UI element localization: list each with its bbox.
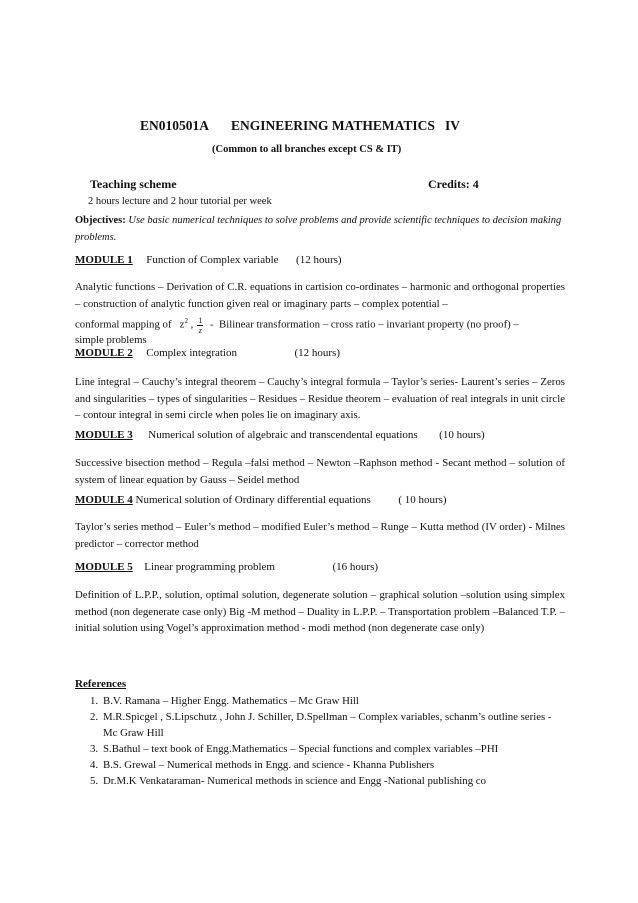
reference-number: 3. bbox=[90, 743, 99, 755]
teaching-scheme-label: Teaching scheme bbox=[90, 177, 177, 191]
module-1-text-a: Analytic functions – Derivation of C.R. equations in cartision co-ordinates – harmonic and orthogonal properties – construction of analytic function given real or imaginary parts – complex potential – bbox=[75, 281, 565, 310]
module-1-text-b1: conformal mapping of z bbox=[75, 318, 185, 331]
module-1-text-b bbox=[75, 312, 565, 335]
module-1-header bbox=[75, 254, 342, 266]
course-code: EN010501A bbox=[140, 118, 210, 133]
reference-item bbox=[75, 709, 565, 741]
module-2-name: Complex integration bbox=[146, 347, 237, 359]
teaching-hours: 2 hours lecture and 2 hour tutorial per week bbox=[88, 196, 272, 207]
references-heading: References bbox=[75, 678, 127, 690]
module-2-text: Line integral – Cauchy’s integral theorem – Cauchy’s integral formula – Taylor’s series- Laurent’s series – Zeros and singularities – types of singularities – Residues – Residue theorem – evaluation of real integrals in unit circle – contour integral in semi circle when poles lie on imaginary axis. bbox=[75, 376, 565, 421]
reference-number: 4. bbox=[90, 759, 99, 771]
module-2-hours: (12 hours) bbox=[294, 347, 341, 359]
module-3-text: Successive bisection method – Regula –falsi method – Newton –Raphson method - Secant method – solution of system of linear equation by Gauss – Seidel method bbox=[75, 457, 565, 486]
module-2-header bbox=[75, 347, 340, 359]
reference-item bbox=[75, 757, 565, 773]
reference-text: B.S. Grewal – Numerical methods in Engg. and science - Khanna Publishers bbox=[103, 759, 435, 771]
module-1-text-b2: - Bilinear transformation – cross ratio – invariant property (no proof) – bbox=[207, 318, 519, 331]
credits-label: Credits: 4 bbox=[428, 177, 479, 191]
reference-text: S.Bathul – text book of Engg.Mathematics – Special functions and complex variables –PHI bbox=[103, 743, 499, 755]
module-5-text: Definition of L.P.P., solution, optimal solution, degenerate solution – graphical solution –solution using simplex method (non degenerate case only) Big -M method – Duality in L.P.P. – Transportation problem –Balanced T.P. – initial solution using Vogel’s approximation method - modi method (non degenerate case only) bbox=[75, 589, 565, 634]
reference-text: M.R.Spicgel , S.Lipschutz , John J. Schiller, D.Spellman – Complex variables, schanm’s outline series - Mc Graw Hill bbox=[103, 711, 552, 739]
module-5-header bbox=[75, 561, 378, 573]
course-name: ENGINEERING MATHEMATICS IV bbox=[231, 118, 461, 133]
module-1-text-c: simple problems bbox=[75, 334, 147, 346]
references-list bbox=[75, 693, 565, 789]
reference-text: B.V. Ramana – Higher Engg. Mathematics – Mc Graw Hill bbox=[103, 695, 359, 707]
reference-item bbox=[75, 741, 565, 757]
module-2-heading: MODULE 2 bbox=[75, 347, 133, 359]
module-5-heading: MODULE 5 bbox=[75, 561, 133, 573]
module-3-name: Numerical solution of algebraic and transcendental equations bbox=[148, 429, 418, 441]
objectives-label: Objectives: bbox=[75, 215, 126, 226]
module-1-fraction bbox=[197, 316, 203, 335]
module-4-hours: ( 10 hours) bbox=[398, 494, 447, 506]
module-3-heading: MODULE 3 bbox=[75, 429, 133, 441]
fraction-denominator: z bbox=[198, 325, 202, 335]
module-4-text: Taylor’s series method – Euler’s method – modified Euler’s method – Runge – Kutta method (IV order) - Milnes predictor – corrector method bbox=[75, 521, 565, 550]
module-1-text-b-sup: 2 bbox=[184, 317, 188, 325]
module-5-name: Linear programming problem bbox=[144, 561, 275, 573]
module-1-heading: MODULE 1 bbox=[75, 254, 133, 266]
module-4-name: Numerical solution of Ordinary differential equations bbox=[135, 494, 371, 506]
module-3-hours: (10 hours) bbox=[439, 429, 485, 441]
fraction-numerator: 1 bbox=[198, 315, 203, 325]
module-5-hours: (16 hours) bbox=[332, 561, 379, 573]
reference-text: Dr.M.K Venkataraman- Numerical methods in science and Engg -National publishing co bbox=[103, 775, 486, 787]
reference-number: 5. bbox=[90, 775, 99, 787]
module-1-hours: (12 hours) bbox=[296, 254, 342, 266]
module-1-name: Function of Complex variable bbox=[146, 254, 279, 266]
module-3-header bbox=[75, 429, 485, 441]
reference-number: 1. bbox=[90, 695, 99, 707]
module-4-heading: MODULE 4 bbox=[75, 494, 133, 506]
objectives bbox=[75, 212, 565, 246]
module-1-text-b-comma: , bbox=[187, 318, 194, 331]
course-subtitle: (Common to all branches except CS & IT) bbox=[212, 144, 402, 155]
module-4-header bbox=[75, 494, 447, 506]
objectives-text: Use basic numerical techniques to solve problems and provide scientific techniques to decision making problems. bbox=[75, 215, 562, 243]
reference-item bbox=[75, 693, 565, 709]
reference-number: 2. bbox=[90, 711, 99, 723]
course-title bbox=[140, 118, 460, 134]
reference-item bbox=[75, 773, 565, 789]
